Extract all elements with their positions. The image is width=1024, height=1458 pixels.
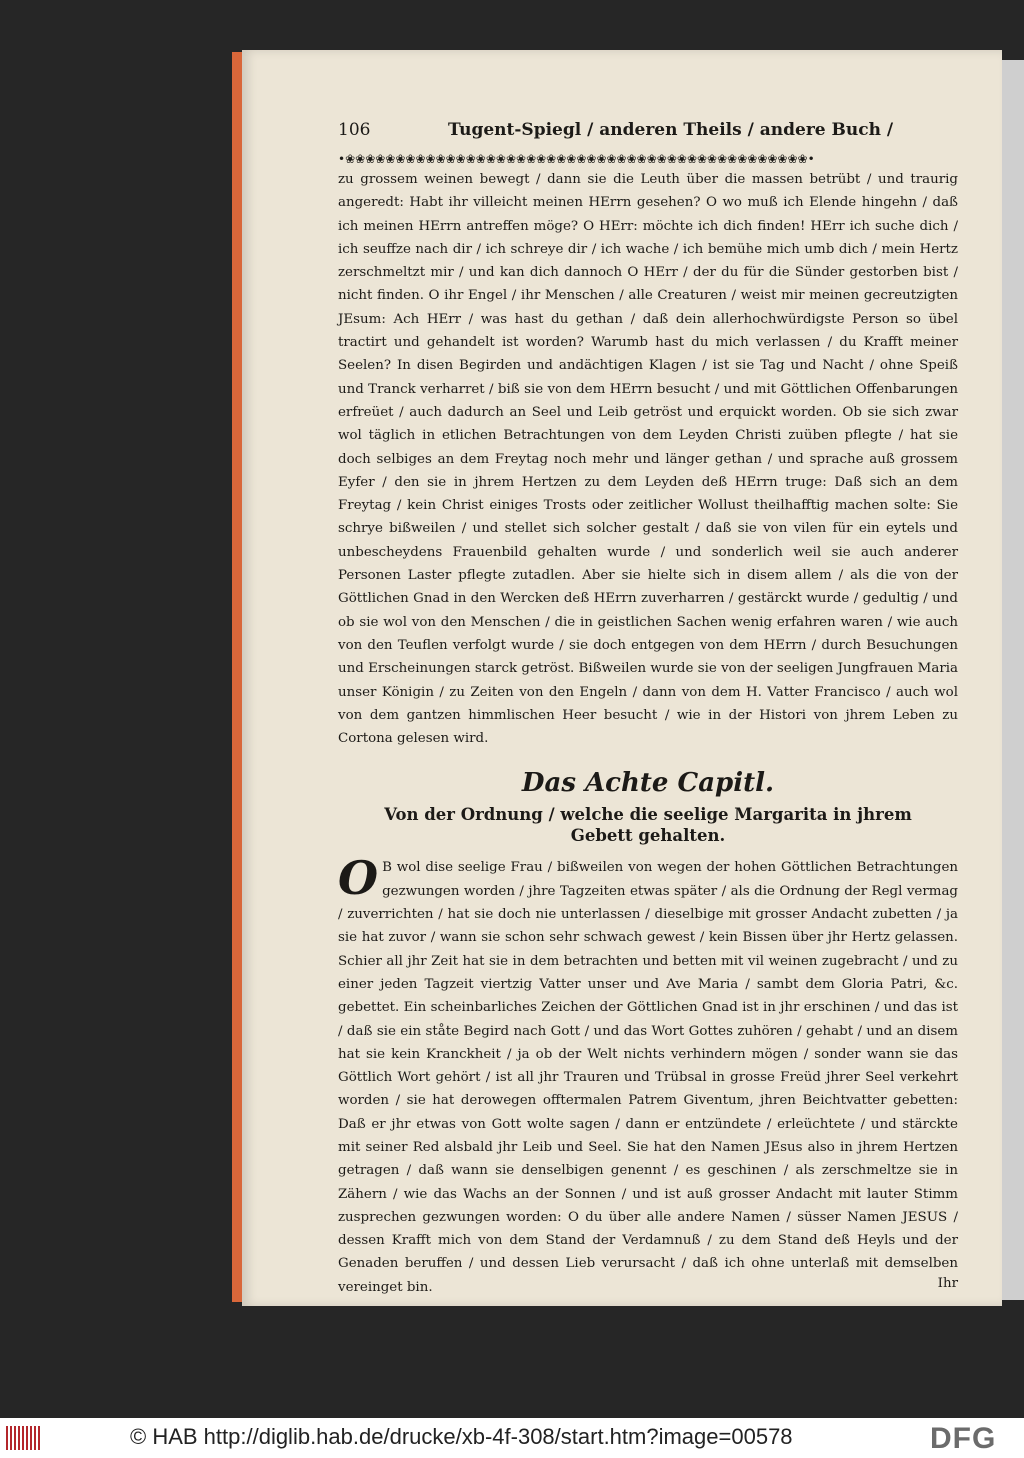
chapter-subtitle-line-2: Gebett gehalten. bbox=[570, 826, 726, 846]
book-page bbox=[242, 50, 1002, 1306]
catchword: Ihr bbox=[937, 1276, 958, 1292]
running-head-title: Tugent-Spiegl / anderen Theils / andere Buch / bbox=[448, 120, 894, 140]
page-content bbox=[338, 120, 958, 1295]
dfg-logo: DFG bbox=[930, 1422, 997, 1455]
drop-cap: O bbox=[338, 851, 379, 906]
page-number: 106 bbox=[338, 120, 371, 140]
chapter-subtitle bbox=[338, 804, 958, 846]
paragraph-1: zu grossem weinen bewegt / dann sie die Leuth über die massen betrübt / und traurig angeredt: Habt ihr villeicht meinen HErrn gesehen? O wo muß ich Elende hingehn / daß ich meinen HErrn antreffen möge? O HErr: möchte ich dich finden! HErr ich suche dich / ich seuffze nach dir / ich schreye dir / ich wache / ich bemühe mich umb dich / mein Hertz zerschmeltzt mir / und kan dich dannoch O HErr / der du für die Sünder gestorben bist / nicht finden. O ihr Engel / ihr Menschen / alle Creaturen / weist mir meinen gecreutzigten JEsum: Ach HErr / was hast du gethan / daß dein allerhochwürdigste Person so übel tractirt und gehandelt ist worden? Warumb hast du mich verlassen / du Krafft meiner Seelen? In disen Begirden und andächtigen Klagen / ist sie Tag und Nacht / ohne Speiß und Tranck verharret / biß sie von dem HErrn besucht / und mit Göttlichen Offenbarungen erfreüet / auch dadurch an Seel und Leib getröst und erquickt worden. Ob sie sich zwar wol täglich in etlichen Betrachtungen von dem Leyden Christi zuüben pflegte / hat sie doch selbiges an dem Freytag noch mehr und länger gethan / und sprache auß grossem Eyfer / den sie in jhrem Hertzen zu dem Leyden deß HErrn truge: Daß sich an dem Freytag / kein Christ einiges Trosts oder zeitlicher Wollust theilhafftig machen solte: Sie schrye bißweilen / und stellet sich solcher gestalt / daß sie von vilen für ein eytels und unbescheydens Frauenbild gehalten wurde / und sonderlich weil sie auch anderer Personen Laster pflegte zutadlen. Aber sie hielte sich in disem allem / als die von der Göttlichen Gnad in den Wercken deß HErrn zuverharren / gestärckt wurde / gedultig / und ob sie wol von den Menschen / die in geistlichen Sachen wenig erfahren waren / wie auch von den Teuflen verfolgt wurde / sie doch entgegen von dem HErrn / durch Besuchungen und Erscheinungen starck getröst. Bißweilen wurde sie von der seeligen Jungfrauen Maria unser Königin / zu Zeiten von den Engeln / dann von dem H. Vatter Francisco / auch wol von dem gantzen himmlischen Heer besucht / wie in der Histori von jhrem Leben zu Cortona gelesen wird. bbox=[338, 172, 958, 747]
copyright-link[interactable]: © HAB http://diglib.hab.de/drucke/xb-4f-308/start.htm?image=00578 bbox=[130, 1424, 793, 1449]
next-page-edge bbox=[1002, 60, 1024, 1300]
footer-bar bbox=[0, 1418, 1024, 1458]
chapter-title: Das Achte Capitl. bbox=[521, 768, 775, 799]
chapter-subtitle-line-1: Von der Ordnung / welche die seelige Margarita in jhrem bbox=[384, 805, 912, 825]
running-head bbox=[338, 120, 958, 148]
barcode-icon bbox=[6, 1426, 44, 1450]
ornament-rule: •❀❀❀❀❀❀❀❀❀❀❀❀❀❀❀❀❀❀❀❀❀❀❀❀❀❀❀❀❀❀❀❀❀❀❀❀❀❀❀❀❀❀❀❀❀❀• bbox=[338, 152, 815, 166]
book-edge bbox=[232, 52, 242, 1302]
paragraph-2 bbox=[338, 851, 958, 1299]
paragraph-2-text: B wol dise seelige Frau / bißweilen von wegen der hohen Göttlichen Betrachtungen gezwungen worden / jhre Tagzeiten etwas später / als die Ordnung der Regl vermag / zuverrichten / hat sie doch nie unterlassen / dieselbige mit grosser Andacht zubetten / ja sie hat zuvor / wann sie schon sehr schwach gewest / kein Bissen über jhr Hertz gelassen. Schier all jhr Zeit hat sie in dem betrachten und betten mit vil weinen zugebracht / und zu einer jeden Tagzeit viertzig Vatter unser und Ave Maria / sambt dem Gloria Patri, &c. gebettet. Ein scheinbarliches Zeichen der Göttlichen Gnad ist in jhr erschinen / und das ist / daß sie ein ståte Begird nach Gott / und das Wort Gottes zuhören / gehabt / und an disem hat sie kein Kranckheit / ja ob der Welt nichts verhindern mögen / sonder wann sie das Göttlich Wort gehört / ist all jhr Trauren und Trübsal in grosse Freüd jhrer Seel verkehrt worden / sie hat derowegen offtermalen Patrem Giventum, jhren Beichtvatter gebetten: Daß er jhr etwas von Gott wolte sagen / dann er entzündete / erleüchtete / und stärckte mit seiner Red alsbald jhr Leib und Seel. Sie hat den Namen JEsus also in jhrem Hertzen getragen / daß wann sie denselbigen genennt / es geschinen / als zerschmeltze sie in Zähern / wie das Wachs an der Sonnen / und ist auß grosser Andacht mit lauter Stimm zusprechen gezwungen worden: O du über alle andere Namen / süsser Namen JESUS / dessen Krafft mich von dem Stand der Verdamnuß / zu dem Stand deß Heyls und der Genaden beruffen / und dessen Lieb verursacht / daß ich ohne unterlaß mit demselben vereinget bin. bbox=[338, 860, 958, 1295]
